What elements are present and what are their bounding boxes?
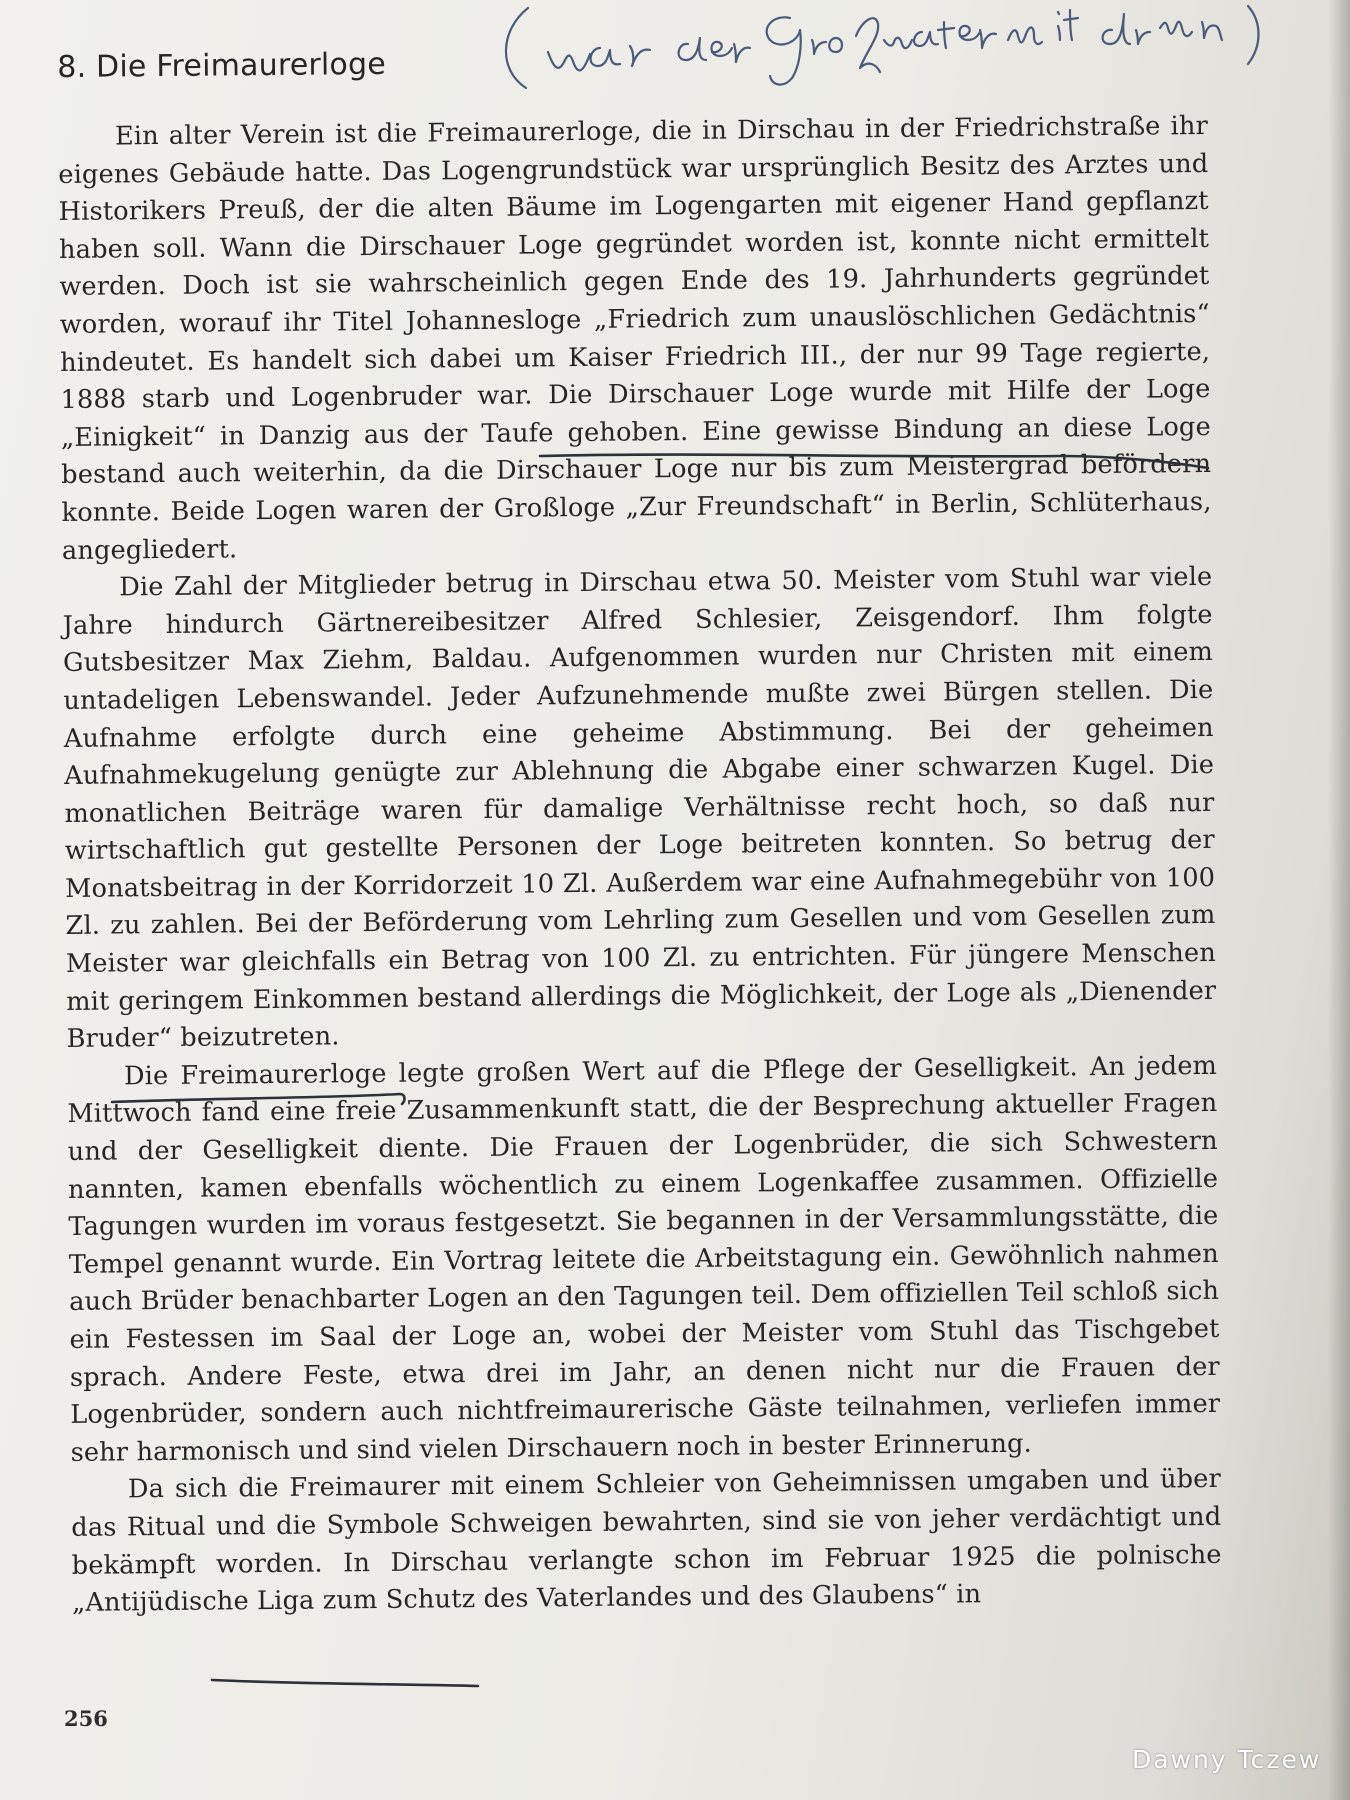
paragraph-4: Da sich die Freimaurer mit einem Schleier von Geheimnissen umgaben und über das Ritual und die Symbole Schweigen bewahrten, sind sie von jeher verdächtigt und bekämpft worden. In Dirschau verlangte schon im Februar 1925 die polnische „Antijüdische Liga zum Schutz des Vaterlandes und des Glaubens“ in xyxy=(71,1464,1222,1619)
page-edge-shadow xyxy=(1328,0,1350,1800)
watermark: Dawny Tczew xyxy=(1132,1745,1322,1774)
paragraph-1: Ein alter Verein ist die Freimaurerloge, die in Dirschau in der Friedrichstraße ihr eigenes Gebäude hatte. Das Logengrundstück war ursprünglich Besitz des Arztes und Historikers Preuß, der die alten Bäume im Logengarten mit eigener Hand gepflanzt haben soll. Wann die Dirschauer Loge gegründet worden ist, konnte nicht ermittelt werden. Doch ist sie wahrscheinlich gegen Ende des 19. Jahrhunderts gegründet worden, worauf ihr Titel Johannesloge „Friedrich zum unauslöschlichen Gedächtnis“ hindeutet. Es handelt sich dabei um Kaiser Friedrich III., der nur 99 Tage regierte, 1888 starb und Logenbruder war. Die Dirschauer Loge wurde mit Hilfe der Loge „Einigkeit“ in Danzig aus der Taufe gehoben. Eine gewisse Bindung an diese Loge bestand auch weiterhin, da die Dirschauer Loge nur bis zum Meistergrad befördern konnte. Beide Logen waren der Großloge „Zur Freundschaft“ in Berlin, Schlüterhaus, angegliedert. xyxy=(58,110,1212,566)
section-heading: 8. Die Freimaurerloge xyxy=(57,46,387,85)
page-number: 256 xyxy=(64,1706,108,1731)
page-content xyxy=(57,23,1222,1623)
paragraph-2: Die Zahl der Mitglieder betrug in Dirschau etwa 50. Meister vom Stuhl war viele Jahre hindurch Gärtnereibesitzer Alfred Schlesier, Zeisgendorf. Ihm folgte Gutsbesitzer Max Ziehm, Baldau. Aufgenommen wurden nur Christen mit einem untadeligen Lebenswandel. Jeder Aufzunehmende mußte zwei Bürgen stellen. Die Aufnahme erfolgte durch eine geheime Abstimmung. Bei der geheimen Aufnahmekugelung genügte zur Ablehnung die Abgabe einer schwarzen Kugel. Die monatlichen Beiträge waren für damalige Verhältnisse recht hoch, so daß nur wirtschaftlich gut gestellte Personen der Loge beitreten konnten. So betrug der Monatsbeitrag in der Korridorzeit 10 Zl. Außerdem war eine Aufnahmegebühr von 100 Zl. zu zahlen. Bei der Beförderung vom Lehrling zum Gesellen und vom Gesellen zum Meister war gleichfalls ein Betrag von 100 Zl. zu entrichten. Für jüngere Menschen mit geringem Einkommen bestand allerdings die Möglichkeit, der Loge als „Dienender Bruder“ beizutreten. xyxy=(62,562,1217,1055)
paragraph-3: Die Freimaurerloge legte großen Wert auf die Pflege der Geselligkeit. An jedem Mittwoch fand eine freie Zusammenkunft statt, die der Besprechung aktueller Fragen und der Geselligkeit diente. Die Frauen der Logenbrüder, die sich Schwestern nannten, kamen ebenfalls wöchentlich zu einem Logenkaffee zusammen. Offizielle Tagungen wurden im voraus festgesetzt. Sie begannen in der Versammlungsstätte, die Tempel genannt wurde. Ein Vortrag leitete die Arbeitstagung ein. Gewöhnlich nahmen auch Brüder benachbarter Logen an den Tagungen teil. Dem offiziellen Teil schloß sich ein Festessen im Saal der Loge an, wobei der Meister vom Stuhl das Tischgebet sprach. Andere Feste, etwa drei im Jahr, an denen nicht nur die Frauen der Logenbrüder, sondern auch nichtfreimaurerische Gäste teilnahmen, verliefen immer sehr harmonisch und sind vielen Dirschauern noch in bester Erinnerung. xyxy=(67,1050,1221,1468)
underline-liga xyxy=(212,1680,478,1686)
